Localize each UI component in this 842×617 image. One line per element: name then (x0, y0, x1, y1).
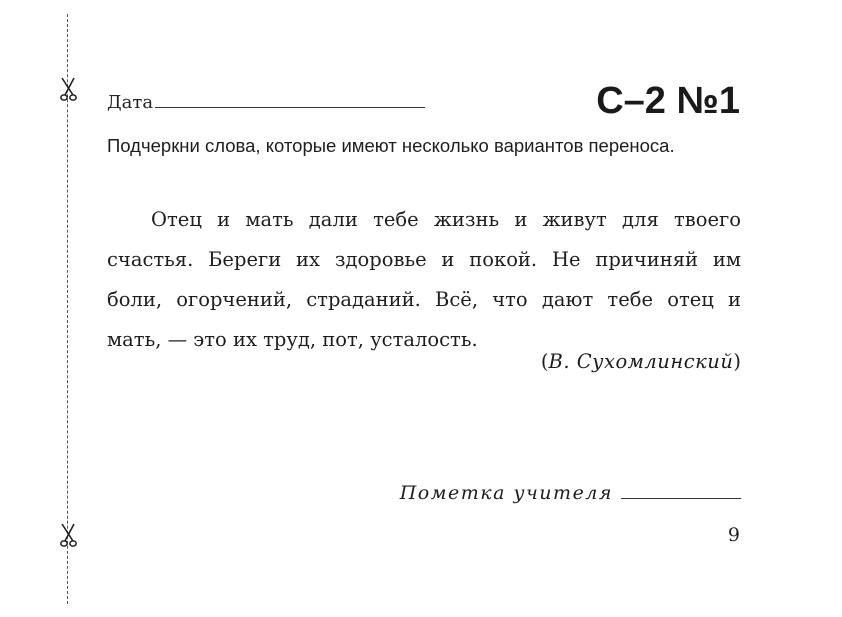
date-label: Дата (107, 92, 154, 113)
date-blank-line[interactable] (155, 93, 425, 108)
passage-line: боли, огорчений, страданий. Всё, что дают тебе отец и (107, 288, 741, 311)
task-instruction: Подчеркни слова, которые имеют несколько вариантов переноса. (107, 135, 675, 156)
date-field (107, 92, 425, 113)
worksheet-code: С–2 №1 (596, 80, 740, 122)
teacher-note (400, 482, 741, 504)
scissors-icon (58, 522, 80, 548)
passage-line: мать, — это их труд, пот, усталость. (107, 328, 478, 351)
scissors-icon (58, 76, 80, 102)
cut-line (67, 14, 68, 604)
attribution (541, 350, 741, 373)
teacher-note-label: Пометка учителя (399, 482, 613, 504)
passage (107, 200, 741, 360)
teacher-note-blank-line[interactable] (621, 486, 741, 499)
passage-line: Отец и мать дали тебе жизнь и живут для твоего (151, 208, 741, 231)
page-number: 9 (727, 524, 740, 546)
attribution-close-paren: ) (733, 350, 741, 373)
attribution-author: В. Сухомлинский (548, 350, 734, 373)
attribution-open-paren: ( (540, 350, 549, 373)
passage-line: счастья. Береги их здоровье и покой. Не причиняй им (107, 248, 741, 271)
